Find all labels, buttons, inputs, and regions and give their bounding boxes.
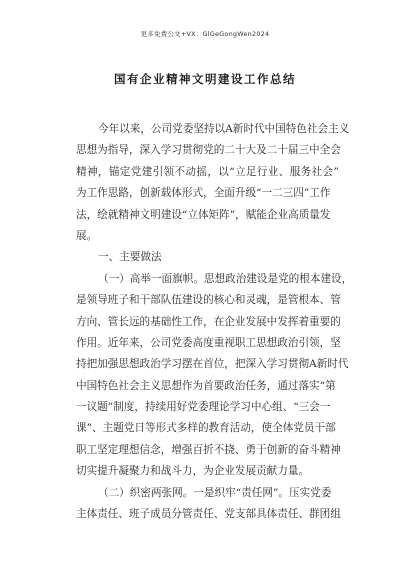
body-line: 中国特色社会主义思想作为首要政治任务，通过落实“第 (76, 379, 336, 392)
body-line: 是领导班子和干部队伍建设的核心和灵魂，是管根本、管 (76, 294, 341, 307)
document-title: 国有企业精神文明建设工作总结 (114, 72, 296, 86)
section-heading: 一、主要做法 (98, 251, 162, 264)
body-line: 思想为指导，深入学习贯彻党的二十大及二十届三中全会 (76, 144, 341, 157)
body-line: 精神，锚定党建引领不动摇，以“立足行业、服务社会” (76, 165, 340, 178)
body-line: 主体责任、班子成员分管责任、党支部具体责任、群团组 (76, 508, 341, 521)
body-line: 切实提升凝聚力和战斗力，为企业发展贡献力量。 (76, 465, 310, 478)
header-note: 更多免费公文+VX：GlGeGongWen2024 (140, 30, 270, 38)
body-line: 为工作思路，创新载体形式，全面升级“一二三四”工作 (76, 187, 331, 200)
body-line: （一）高举一面旗帜。思想政治建设是党的根本建设， (98, 272, 353, 285)
body-line: 职工坚定理想信念，增强百折不挠、勇于创新的奋斗精神 (76, 443, 341, 456)
document-body (76, 119, 353, 525)
body-line: 课”、主题党日等形式多样的教育活动，使全体党员干部 (76, 422, 336, 435)
body-line: 展。 (76, 229, 98, 242)
body-line: 方向、管长远的基础性工作，在企业发展中发挥着重要的 (76, 315, 341, 328)
body-line: 一议题”制度，持续用好党委理论学习中心组、“三会一 (76, 401, 331, 414)
body-line: 作用。近年来，公司党委高度重视职工思想政治引领，坚 (76, 336, 341, 349)
body-line: 法，绘就精神文明建设“立体矩阵”，赋能企业高质量发 (76, 208, 331, 221)
body-line: 持把加强思想政治学习摆在首位，把深入学习贯彻A新时代 (76, 358, 349, 371)
body-line: 今年以来，公司党委坚持以A新时代中国特色社会主义 (98, 123, 350, 135)
body-line: （二）织密两张网。一是织牢“责任网”。压实党委 (98, 486, 332, 499)
